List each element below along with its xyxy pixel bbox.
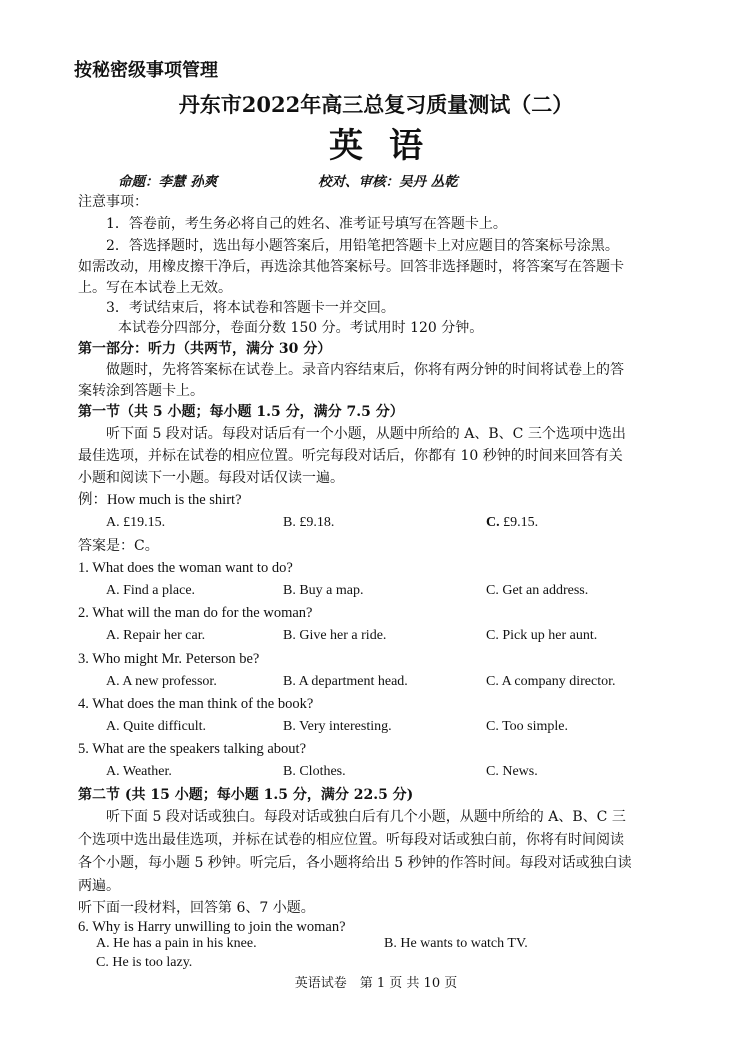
question-6-option-c: C. He is too lazy. [96,955,193,970]
part1-heading: 第一部分：听力（共两节，满分 30 分） [78,341,332,357]
question-1-option-c: C. Get an address. [486,583,589,598]
question-4: 4. What does the man think of the book? [78,696,314,712]
section2-instruction-line-3: 各个小题，每小题 5 秒钟。听完后，各小题将给出 5 秒钟的作答时间。每段对话或独白读 [78,855,632,871]
section2-heading: 第二节 (共 15 小题；每小题 1.5 分，满分 22.5 分) [78,787,414,803]
note-2-line-3: 上。写在本试卷上无效。 [78,280,232,296]
question-5-option-a: A. Weather. [106,764,172,779]
exam-title: 丹东市2022年高三总复习质量测试（二） [178,92,574,117]
part1-instruction-line-1: 做题时，先将答案标在试卷上。录音内容结束后，你将有两分钟的时间将试卷上的答 [106,362,624,378]
authors-line: 命题：李慧 孙爽 [118,174,218,190]
example-option-c-letter: C. [486,515,500,530]
section2-instruction-line-4: 两遍。 [78,878,120,894]
question-3: 3. Who might Mr. Peterson be? [78,651,260,667]
part1-instruction-line-2: 案转涂到答题卡上。 [78,383,204,399]
example-question: 例：How much is the shirt? [78,492,242,508]
question-2-option-c: C. Pick up her aunt. [486,628,598,643]
section1-instruction-line-2: 最佳选项，并标在试卷的相应位置。听完每段对话后，你都有 10 秒钟的时间来回答有关 [78,448,623,464]
note-4: 本试卷分四部分，卷面分数 150 分。考试用时 120 分钟。 [118,320,484,336]
question-2-option-b: B. Give her a ride. [283,628,387,643]
question-3-option-b: B. A department head. [283,674,408,689]
question-4-option-c: C. Too simple. [486,719,568,734]
question-1: 1. What does the woman want to do? [78,560,293,576]
question-2: 2. What will the man do for the woman? [78,605,313,621]
question-5-option-c: C. News. [486,764,538,779]
subject-title: 英语 [329,126,449,166]
example-option-c [486,513,538,533]
question-5: 5. What are the speakers talking about? [78,741,307,757]
note-3: 3．考试结束后，将本试卷和答题卡一并交回。 [106,300,395,316]
notes-heading: 注意事项： [78,194,148,210]
question-2-option-a: A. Repair her car. [106,628,206,643]
question-3-option-c: C. A company director. [486,674,616,689]
page-footer: 英语试卷 第 1 页 共 10 页 [294,976,458,991]
confidentiality-label: 按秘密级事项管理 [74,60,218,81]
section1-heading: 第一节（共 5 小题；每小题 1.5 分，满分 7.5 分） [78,404,404,420]
example-option-a: A. £19.15. [106,515,166,530]
note-2-line-2: 如需改动，用橡皮擦干净后，再选涂其他答案标号。回答非选择题时，将答案写在答题卡 [78,259,624,275]
question-4-option-b: B. Very interesting. [283,719,392,734]
question-6: 6. Why is Harry unwilling to join the woman? [78,919,346,935]
example-answer: 答案是：C。 [78,538,159,554]
note-1: 1．答卷前，考生务必将自己的姓名、准考证号填写在答题卡上。 [106,216,507,232]
reviewers-line: 校对、审核：吴丹 丛乾 [318,174,458,190]
section2-instruction-line-1: 听下面 5 段对话或独白。每段对话或独白后有几个小题，从题中所给的 A、B、C 三 [106,809,626,825]
section1-instruction-line-1: 听下面 5 段对话。每段对话后有一个小题，从题中所给的 A、B、C 三个选项中选出 [106,426,626,442]
section2-instruction-line-2: 个选项中选出最佳选项，并标在试卷的相应位置。听每段对话或独白前，你将有时间阅读 [78,832,624,848]
section1-instruction-line-3: 小题和阅读下一小题。每段对话仅读一遍。 [78,470,344,486]
question-1-option-b: B. Buy a map. [283,583,364,598]
material-instruction: 听下面一段材料，回答第 6、7 小题。 [78,900,315,916]
question-6-option-b: B. He wants to watch TV. [384,936,528,951]
question-4-option-a: A. Quite difficult. [106,719,207,734]
question-5-option-b: B. Clothes. [283,764,346,779]
question-6-option-a: A. He has a pain in his knee. [96,936,257,951]
question-1-option-a: A. Find a place. [106,583,196,598]
example-option-c-text: £9.15. [499,515,539,530]
question-3-option-a: A. A new professor. [106,674,217,689]
note-2-line-1: 2．答选择题时，选出每小题答案后，用铅笔把答题卡上对应题目的答案标号涂黑。 [106,238,619,254]
example-option-b: B. £9.18. [283,515,335,530]
